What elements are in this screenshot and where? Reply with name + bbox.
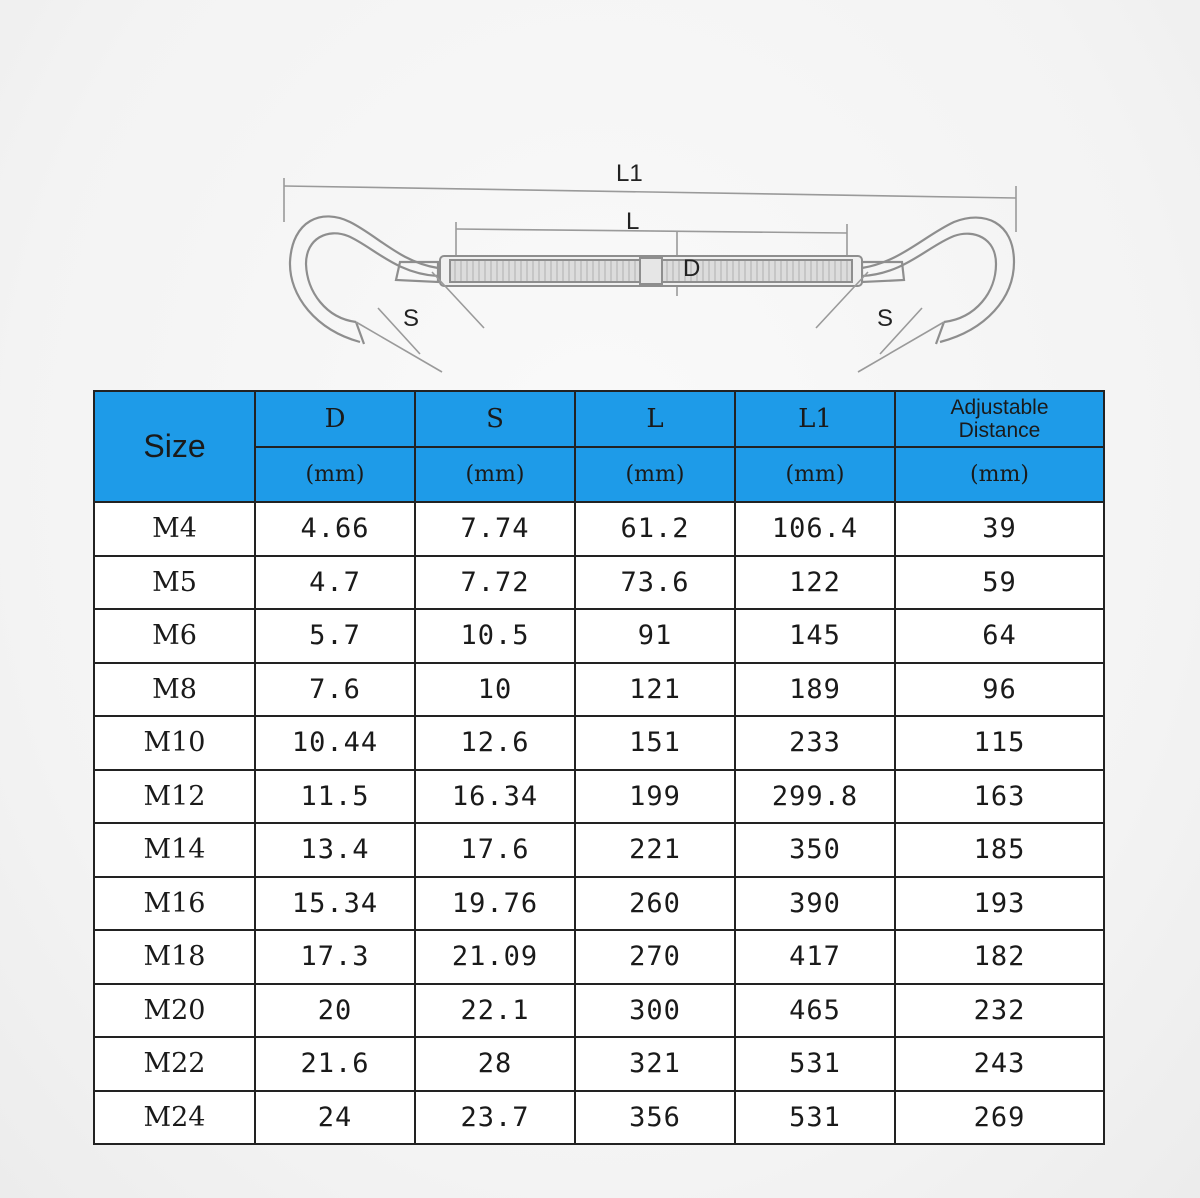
unit-l1: (mm): [735, 447, 895, 502]
size-cell: M4: [94, 502, 255, 556]
size-cell: M24: [94, 1091, 255, 1145]
adjustable-distance-cell: 115: [895, 716, 1104, 770]
s-cell: 10.5: [415, 609, 575, 663]
l-cell: 270: [575, 930, 735, 984]
s-cell: 10: [415, 663, 575, 717]
unit-d: (mm): [255, 447, 415, 502]
size-cell: M10: [94, 716, 255, 770]
unit-s: (mm): [415, 447, 575, 502]
s-cell: 16.34: [415, 770, 575, 824]
s-cell: 21.09: [415, 930, 575, 984]
adjustable-distance-cell: 96: [895, 663, 1104, 717]
table-row: [94, 1037, 1104, 1091]
s-cell: 7.74: [415, 502, 575, 556]
l1-cell: 350: [735, 823, 895, 877]
adjustable-distance-cell: 182: [895, 930, 1104, 984]
s-cell: 12.6: [415, 716, 575, 770]
size-cell: M5: [94, 556, 255, 610]
l-cell: 73.6: [575, 556, 735, 610]
l-cell: 260: [575, 877, 735, 931]
l1-cell: 390: [735, 877, 895, 931]
d-cell: 17.3: [255, 930, 415, 984]
l1-cell: 531: [735, 1037, 895, 1091]
l-cell: 356: [575, 1091, 735, 1145]
s-cell: 17.6: [415, 823, 575, 877]
size-cell: M18: [94, 930, 255, 984]
l1-cell: 106.4: [735, 502, 895, 556]
header-s: S: [415, 391, 575, 447]
d-cell: 24: [255, 1091, 415, 1145]
l1-cell: 299.8: [735, 770, 895, 824]
s-label-left: S: [403, 305, 420, 332]
d-cell: 5.7: [255, 609, 415, 663]
l-cell: 221: [575, 823, 735, 877]
table-row: [94, 609, 1104, 663]
l-cell: 321: [575, 1037, 735, 1091]
l1-cell: 233: [735, 716, 895, 770]
table-row: [94, 823, 1104, 877]
header-adjustable-line1: Adjustable: [950, 396, 1049, 419]
s-cell: 19.76: [415, 877, 575, 931]
l-cell: 121: [575, 663, 735, 717]
header-adjustable-distance: [895, 391, 1104, 447]
header-l: L: [575, 391, 735, 447]
l-dimension-line: [456, 222, 847, 258]
unit-l: (mm): [575, 447, 735, 502]
adjustable-distance-cell: 163: [895, 770, 1104, 824]
d-cell: 11.5: [255, 770, 415, 824]
d-cell: 7.6: [255, 663, 415, 717]
adjustable-distance-cell: 59: [895, 556, 1104, 610]
adjustable-distance-cell: 39: [895, 502, 1104, 556]
table-row: [94, 663, 1104, 717]
size-cell: M16: [94, 877, 255, 931]
s-cell: 23.7: [415, 1091, 575, 1145]
s-label-right: S: [877, 305, 894, 332]
size-cell: M6: [94, 609, 255, 663]
d-cell: 13.4: [255, 823, 415, 877]
l1-label: L1: [616, 160, 643, 187]
l1-cell: 145: [735, 609, 895, 663]
size-cell: M8: [94, 663, 255, 717]
l-cell: 61.2: [575, 502, 735, 556]
header-size: Size: [94, 391, 255, 502]
d-cell: 21.6: [255, 1037, 415, 1091]
d-cell: 4.7: [255, 556, 415, 610]
l1-dimension-line: [284, 178, 1016, 232]
l1-cell: 189: [735, 663, 895, 717]
table-row: [94, 984, 1104, 1038]
spec-table: [93, 390, 1105, 1145]
table-body: [94, 502, 1104, 1144]
size-cell: M12: [94, 770, 255, 824]
adjustable-distance-cell: 269: [895, 1091, 1104, 1145]
l-cell: 199: [575, 770, 735, 824]
adjustable-distance-cell: 193: [895, 877, 1104, 931]
d-label: D: [683, 255, 701, 282]
table-row: [94, 1091, 1104, 1145]
header-l1: L1: [735, 391, 895, 447]
table-header-row: [94, 391, 1104, 447]
d-cell: 20: [255, 984, 415, 1038]
table-row: [94, 877, 1104, 931]
turnbuckle-drawing: [0, 0, 1200, 390]
l1-cell: 417: [735, 930, 895, 984]
l-cell: 151: [575, 716, 735, 770]
size-cell: M14: [94, 823, 255, 877]
table-row: [94, 556, 1104, 610]
table-row: [94, 716, 1104, 770]
size-cell: M22: [94, 1037, 255, 1091]
table-row: [94, 770, 1104, 824]
turnbuckle-diagram: [0, 0, 1200, 390]
l1-cell: 465: [735, 984, 895, 1038]
adjustable-distance-cell: 243: [895, 1037, 1104, 1091]
d-cell: 10.44: [255, 716, 415, 770]
s-cell: 22.1: [415, 984, 575, 1038]
header-adjustable-line2: Distance: [958, 419, 1041, 442]
adjustable-distance-cell: 64: [895, 609, 1104, 663]
table-row: [94, 930, 1104, 984]
unit-adjustable-distance: (mm): [895, 447, 1104, 502]
header-d: D: [255, 391, 415, 447]
l1-cell: 122: [735, 556, 895, 610]
d-cell: 4.66: [255, 502, 415, 556]
table-row: [94, 502, 1104, 556]
adjustable-distance-cell: 185: [895, 823, 1104, 877]
size-cell: M20: [94, 984, 255, 1038]
l-cell: 91: [575, 609, 735, 663]
adjustable-distance-cell: 232: [895, 984, 1104, 1038]
l-label: L: [626, 208, 640, 235]
l1-cell: 531: [735, 1091, 895, 1145]
d-cell: 15.34: [255, 877, 415, 931]
l-cell: 300: [575, 984, 735, 1038]
s-cell: 7.72: [415, 556, 575, 610]
s-cell: 28: [415, 1037, 575, 1091]
